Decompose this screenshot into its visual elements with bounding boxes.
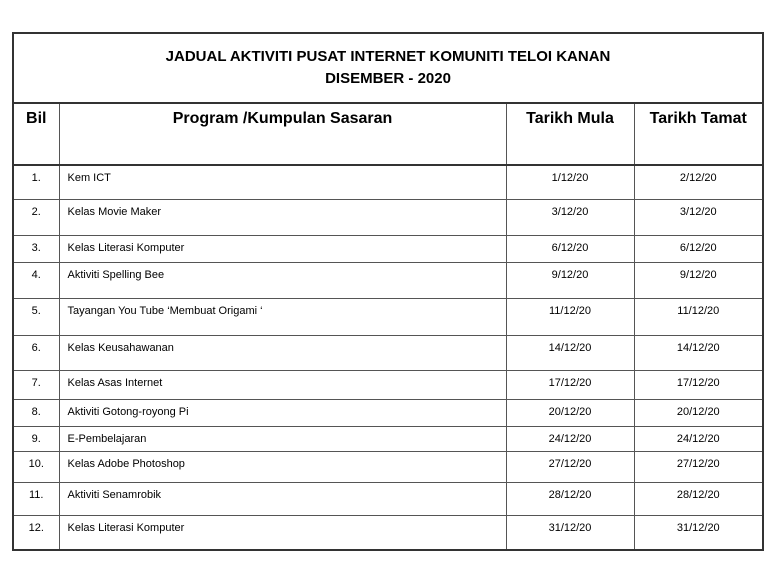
table-row	[13, 399, 763, 426]
schedule-sheet	[12, 32, 762, 550]
row-program: Kelas Movie Maker	[59, 199, 506, 235]
row-program: Kem ICT	[59, 165, 506, 199]
row-number: 9.	[13, 426, 59, 451]
row-start-date: 14/12/20	[506, 335, 634, 370]
row-start-date: 27/12/20	[506, 451, 634, 482]
row-program: Tayangan You Tube ‘Membuat Origami ‘	[59, 298, 506, 335]
header-bil: Bil	[13, 103, 59, 165]
row-start-date: 31/12/20	[506, 515, 634, 550]
row-end-date: 2/12/20	[634, 165, 763, 199]
header-program: Program /Kumpulan Sasaran	[59, 103, 506, 165]
row-start-date: 28/12/20	[506, 482, 634, 515]
table-row	[13, 262, 763, 298]
header-end-date: Tarikh Tamat	[634, 103, 763, 165]
row-end-date: 17/12/20	[634, 370, 763, 399]
row-program: Kelas Asas Internet	[59, 370, 506, 399]
row-end-date: 14/12/20	[634, 335, 763, 370]
row-number: 2.	[13, 199, 59, 235]
row-start-date: 6/12/20	[506, 235, 634, 262]
table-row	[13, 451, 763, 482]
row-start-date: 11/12/20	[506, 298, 634, 335]
row-number: 11.	[13, 482, 59, 515]
row-program: Kelas Literasi Komputer	[59, 515, 506, 550]
row-end-date: 11/12/20	[634, 298, 763, 335]
row-number: 3.	[13, 235, 59, 262]
row-start-date: 3/12/20	[506, 199, 634, 235]
row-number: 7.	[13, 370, 59, 399]
title-row	[13, 33, 763, 103]
row-end-date: 6/12/20	[634, 235, 763, 262]
header-start-date: Tarikh Mula	[506, 103, 634, 165]
row-end-date: 28/12/20	[634, 482, 763, 515]
header-row	[13, 103, 763, 165]
row-end-date: 20/12/20	[634, 399, 763, 426]
row-end-date: 9/12/20	[634, 262, 763, 298]
table-row	[13, 235, 763, 262]
row-program: Aktiviti Senamrobik	[59, 482, 506, 515]
table-row	[13, 298, 763, 335]
row-end-date: 27/12/20	[634, 451, 763, 482]
row-start-date: 9/12/20	[506, 262, 634, 298]
table-row	[13, 199, 763, 235]
row-number: 10.	[13, 451, 59, 482]
row-number: 12.	[13, 515, 59, 550]
row-number: 5.	[13, 298, 59, 335]
table-row	[13, 515, 763, 550]
row-start-date: 1/12/20	[506, 165, 634, 199]
row-program: Kelas Adobe Photoshop	[59, 451, 506, 482]
row-number: 6.	[13, 335, 59, 370]
row-end-date: 3/12/20	[634, 199, 763, 235]
row-start-date: 17/12/20	[506, 370, 634, 399]
table-row	[13, 335, 763, 370]
row-end-date: 24/12/20	[634, 426, 763, 451]
row-program: Aktiviti Gotong-royong Pi	[59, 399, 506, 426]
table-row	[13, 426, 763, 451]
row-start-date: 24/12/20	[506, 426, 634, 451]
row-end-date: 31/12/20	[634, 515, 763, 550]
title-line-1: JADUAL AKTIVITI PUSAT INTERNET KOMUNITI TELOI KANAN	[165, 48, 611, 65]
row-program: Kelas Keusahawanan	[59, 335, 506, 370]
row-program: E-Pembelajaran	[59, 426, 506, 451]
schedule-table	[12, 32, 764, 551]
table-row	[13, 482, 763, 515]
row-program: Aktiviti Spelling Bee	[59, 262, 506, 298]
table-row	[13, 370, 763, 399]
row-start-date: 20/12/20	[506, 399, 634, 426]
table-title	[13, 33, 763, 103]
title-line-2: DISEMBER - 2020	[325, 70, 451, 87]
row-number: 1.	[13, 165, 59, 199]
row-number: 4.	[13, 262, 59, 298]
row-program: Kelas Literasi Komputer	[59, 235, 506, 262]
row-number: 8.	[13, 399, 59, 426]
table-row	[13, 165, 763, 199]
